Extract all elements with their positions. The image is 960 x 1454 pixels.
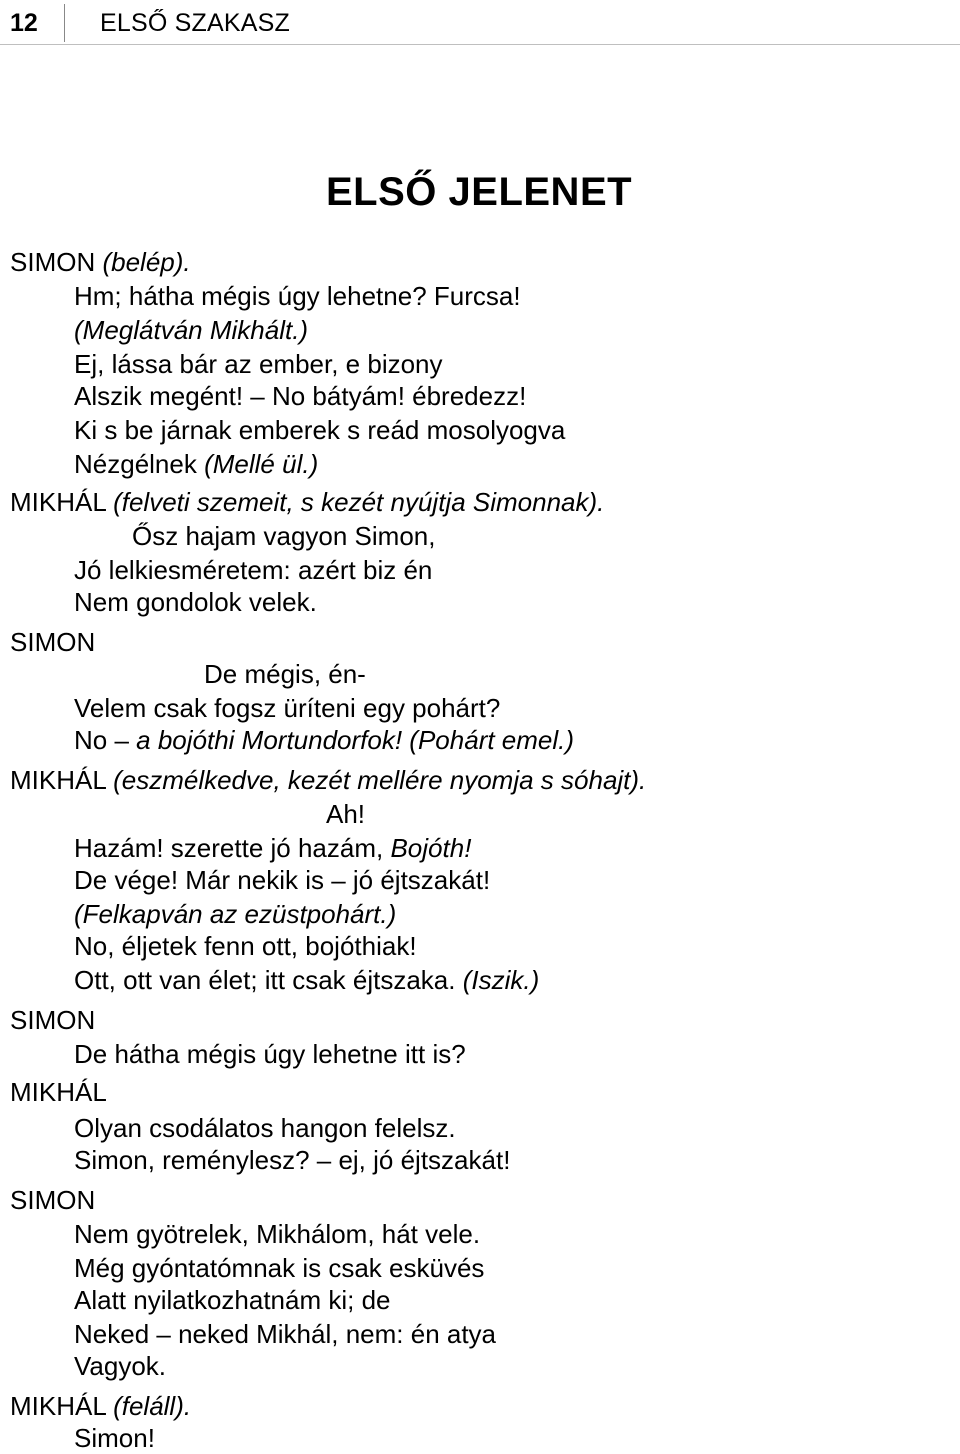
section-title: ELSŐ SZAKASZ [100, 9, 290, 37]
verse-text: Simon, reménylesz? – ej, jó éjtszakát! [74, 1145, 511, 1175]
stage-direction-line [74, 314, 308, 346]
header-divider [64, 4, 65, 42]
speaker-line [10, 626, 95, 658]
speaker-name: MIKHÁL [10, 487, 106, 517]
verse-line [74, 1318, 496, 1350]
speaker-line [10, 1076, 107, 1108]
verse-text: Hm; hátha mégis úgy lehetne? Furcsa! [74, 281, 521, 311]
stage-direction: (Felkapván az ezüstpohárt.) [74, 899, 397, 929]
stage-direction: Bojóth! [390, 833, 472, 863]
header-rule [0, 44, 960, 45]
verse-text: Nem gondolok velek. [74, 587, 317, 617]
verse-line [74, 1144, 510, 1176]
verse-text: Ej, lássa bár az ember, e bizony [74, 349, 443, 379]
page-number: 12 [10, 9, 38, 37]
verse-line [326, 798, 365, 830]
speaker-line [10, 1390, 191, 1422]
speaker-name: SIMON [10, 1005, 96, 1035]
verse-text: Ősz hajam vagyon Simon, [132, 521, 436, 551]
verse-line [74, 1038, 466, 1070]
speaker-line [10, 764, 646, 796]
speaker-line [10, 1004, 95, 1036]
speaker-name: MIKHÁL [10, 1077, 107, 1107]
verse-text: Nem gyötrelek, Mikhálom, hát vele. [74, 1219, 481, 1249]
verse-line [204, 658, 366, 690]
speaker-line [10, 1184, 95, 1216]
verse-line [74, 348, 443, 380]
stage-direction: (Mellé ül.) [204, 449, 319, 479]
verse-text: Nézgélnek [74, 449, 197, 479]
stage-direction: (Meglátván Mikhált.) [74, 315, 309, 345]
stage-direction: a bojóthi Mortundorfok! (Pohárt emel.) [136, 725, 575, 755]
verse-text: Neked – neked Mikhál, nem: én atya [74, 1319, 497, 1349]
speaker-name: SIMON [10, 247, 96, 277]
verse-line [74, 724, 574, 756]
verse-text: Vagyok. [74, 1351, 167, 1381]
verse-line [74, 414, 565, 446]
verse-text: De mégis, én- [204, 659, 366, 689]
verse-text: Simon! [74, 1423, 155, 1453]
speaker-name: SIMON [10, 1185, 96, 1215]
verse-line [74, 1284, 391, 1316]
verse-line [74, 1252, 484, 1284]
verse-text: No, éljetek fenn ott, bojóthiak! [74, 931, 417, 961]
verse-text: Olyan csodálatos hangon felelsz. [74, 1113, 456, 1143]
stage-direction-line [74, 898, 396, 930]
verse-line [74, 930, 417, 962]
page-header [0, 0, 960, 46]
verse-line [74, 1350, 166, 1382]
speaker-line [10, 486, 604, 518]
verse-text: Alatt nyilatkozhatnám ki; de [74, 1285, 391, 1315]
speaker-name: SIMON [10, 627, 96, 657]
verse-text: No – [74, 725, 129, 755]
verse-line [132, 520, 435, 552]
stage-direction: (eszmélkedve, kezét mellére nyomja s sóhajt). [113, 765, 647, 795]
stage-direction: (Iszik.) [462, 965, 540, 995]
verse-line [74, 586, 317, 618]
speaker-line [10, 246, 191, 278]
verse-text: Hazám! szerette jó hazám, [74, 833, 384, 863]
verse-line [74, 832, 471, 864]
verse-text: Jó lelkiesméretem: azért biz én [74, 555, 433, 585]
verse-line [74, 448, 318, 480]
verse-text: Ah! [326, 799, 366, 829]
speaker-name: MIKHÁL [10, 765, 106, 795]
verse-line [74, 692, 500, 724]
verse-text: Még gyóntatómnak is csak esküvés [74, 1253, 485, 1283]
speaker-name: MIKHÁL [10, 1391, 106, 1421]
verse-text: Alszik megént! – No bátyám! ébredezz! [74, 381, 527, 411]
verse-line [74, 864, 490, 896]
stage-direction: (belép). [102, 247, 191, 277]
verse-line [74, 280, 521, 312]
verse-line [74, 1112, 456, 1144]
verse-line [74, 964, 539, 996]
verse-text: Ki s be járnak emberek s reád mosolyogva [74, 415, 566, 445]
verse-text: De hátha mégis úgy lehetne itt is? [74, 1039, 466, 1069]
verse-line [74, 380, 526, 412]
verse-text: Velem csak fogsz üríteni egy pohárt? [74, 693, 501, 723]
verse-line [74, 1218, 480, 1250]
verse-text: Ott, ott van élet; itt csak éjtszaka. [74, 965, 456, 995]
scene-title: ELSŐ JELENET [326, 170, 633, 214]
stage-direction: (felveti szemeit, s kezét nyújtja Simonnak). [113, 487, 605, 517]
verse-line [74, 554, 432, 586]
verse-line [74, 1422, 155, 1454]
verse-text: De vége! Már nekik is – jó éjtszakát! [74, 865, 491, 895]
stage-direction: (feláll). [113, 1391, 192, 1421]
